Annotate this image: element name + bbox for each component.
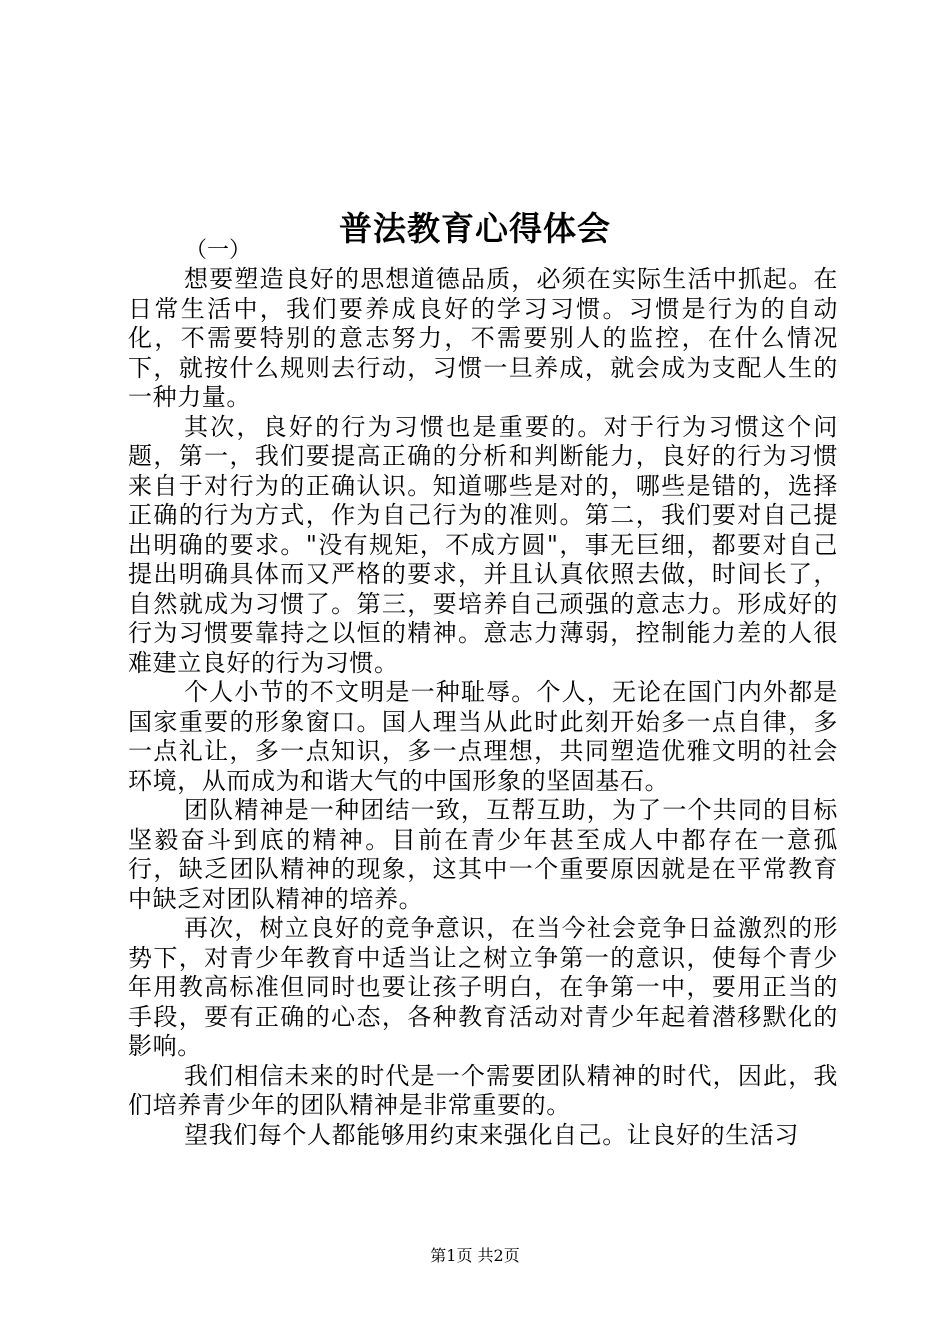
page-number-footer: 第1页 共2页 bbox=[430, 1246, 520, 1265]
paragraph: 想要塑造良好的思想道德品质，必须在实际生活中抓起。在日常生活中，我们要养成良好的学习习惯。习惯是行为的自动化，不需要特别的意志努力，不需要别人的监控，在什么情况下，就按什么规则去行动，习惯一旦养成，就会成为支配人生的一种力量。 bbox=[128, 265, 838, 411]
paragraph: 我们相信未来的时代是一个需要团队精神的时代，因此，我们培养青少年的团队精神是非常重要的。 bbox=[128, 1061, 838, 1119]
paragraph: 其次，良好的行为习惯也是重要的。对于行为习惯这个问题，第一，我们要提高正确的分析和判断能力，良好的行为习惯来自于对行为的正确认识。知道哪些是对的，哪些是错的，选择正确的行为方式，作为自己行为的准则。第二，我们要对自己提出明确的要求。"没有规矩，不成方圆"，事无巨细，都要对自己提出明确具体而又严格的要求，并且认真依照去做，时间长了，自然就成为习惯了。第三，要培养自己顽强的意志力。形成好的行为习惯要靠持之以恒的精神。意志力薄弱，控制能力差的人很难建立良好的行为习惯。 bbox=[128, 412, 838, 677]
body-text bbox=[128, 265, 838, 1150]
paragraph: 个人小节的不文明是一种耻辱。个人，无论在国门内外都是国家重要的形象窗口。国人理当从此时此刻开始多一点自律，多一点礼让，多一点知识，多一点理想，共同塑造优雅文明的社会环境，从而成为和谐大气的中国形象的坚固基石。 bbox=[128, 678, 838, 795]
paragraph: 望我们每个人都能够用约束来强化自己。让良好的生活习 bbox=[184, 1120, 799, 1149]
paragraph: 团队精神是一种团结一致，互帮互助，为了一个共同的目标坚毅奋斗到底的精神。目前在青少年甚至成人中都存在一意孤行，缺乏团队精神的现象，这其中一个重要原因就是在平常教育中缺乏对团队精神的培养。 bbox=[128, 796, 838, 913]
section-label: （一） bbox=[185, 238, 252, 263]
paragraph: 再次，树立良好的竞争意识，在当今社会竞争日益激烈的形势下，对青少年教育中适当让之树立争第一的意识，使每个青少年用教高标准但同时也要让孩子明白，在争第一中，要用正当的手段，要有正确的心态，各种教育活动对青少年起着潜移默化的影响。 bbox=[128, 914, 838, 1060]
page-title: 普法教育心得体会 bbox=[339, 209, 611, 249]
